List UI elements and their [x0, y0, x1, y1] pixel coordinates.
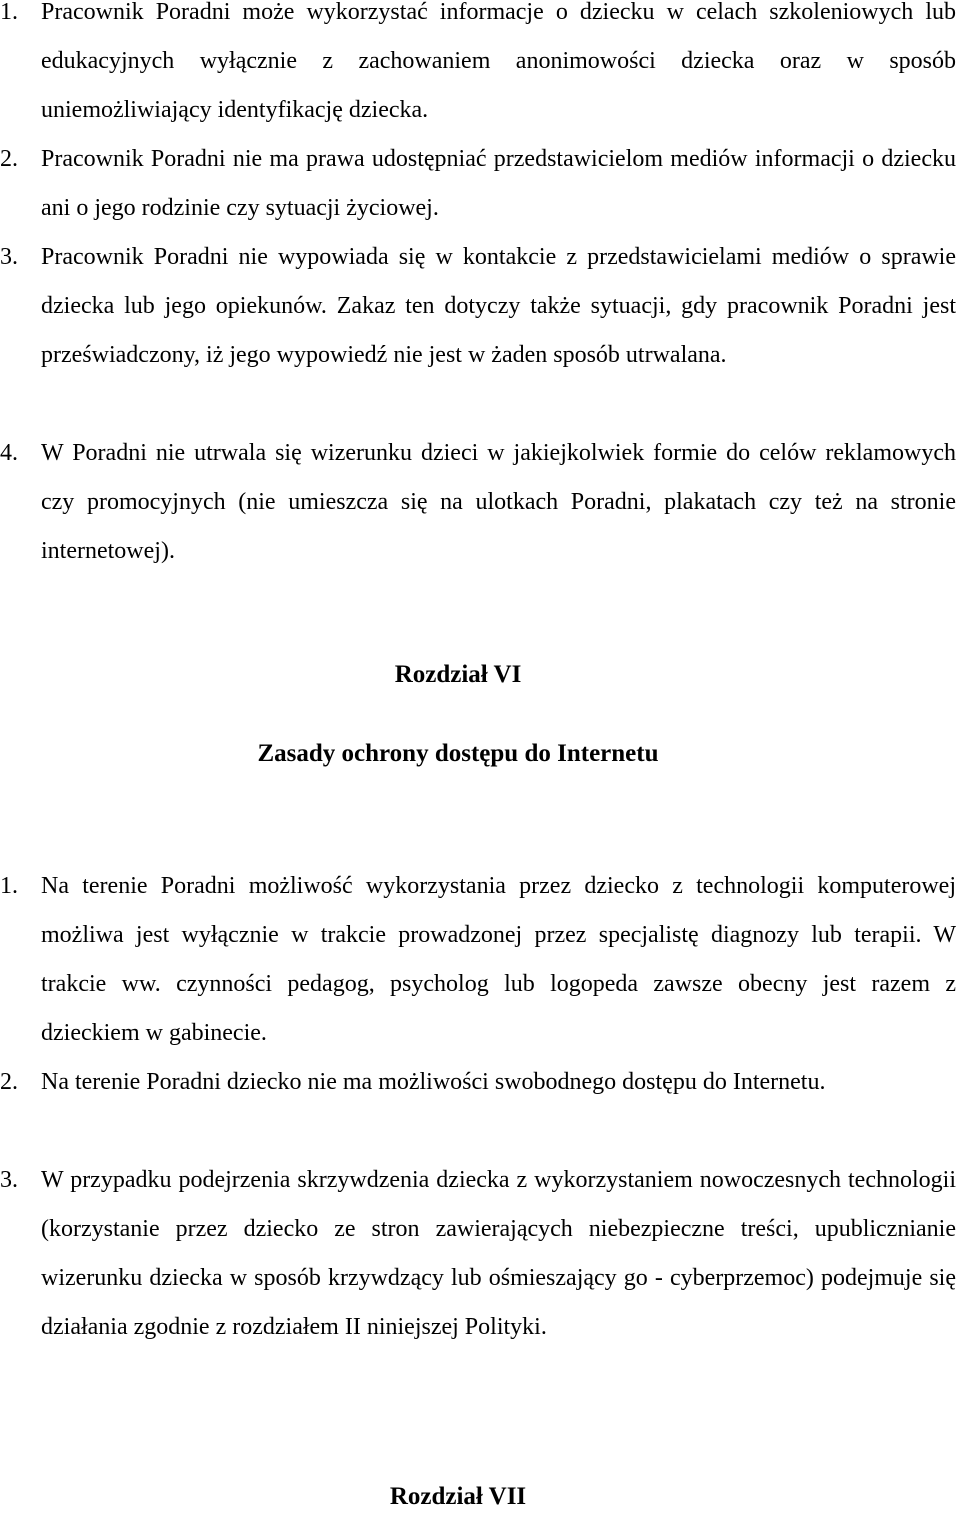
chapter-vii-title: Rozdział VII: [389, 1483, 527, 1510]
paragraph-item-3: [0, 233, 956, 380]
chapter-vi-title: Rozdział VI: [394, 661, 522, 688]
item-number: 2.: [0, 1069, 18, 1095]
paragraph-item-1: [0, 0, 956, 135]
item-text: Na terenie Poradni dziecko nie ma możliwości swobodnego dostępu do Internetu.: [41, 1069, 826, 1095]
chapter-vi-subtitle: Zasady ochrony dostępu do Internetu: [257, 740, 659, 767]
item-number: 3.: [0, 244, 18, 270]
item-text: Pracownik Poradni może wykorzystać informacje o dziecku w celach szkoleniowych lub edukacyjnych wyłącznie z zachowaniem anonimowości dziecka oraz w sposób uniemożliwiający identyfikację dziecka.: [41, 0, 956, 123]
item-text: Na terenie Poradni możliwość wykorzystania przez dziecko z technologii komputerowej możliwa jest wyłącznie w trakcie prowadzonej przez specjalistę diagnozy lub terapii. W trakcie ww. czynności pedagog, psycholog lub logopeda zawsze obecny jest razem z dzieckiem w gabinecie.: [41, 873, 956, 1046]
item-number: 2.: [0, 146, 18, 172]
item-number: 3.: [0, 1167, 18, 1193]
item-text: W przypadku podejrzenia skrzywdzenia dziecka z wykorzystaniem nowoczesnych technologii (korzystanie przez dziecko ze stron zawierających niebezpieczne treści, upublicznianie wizerunku dziecka w sposób krzywdzący lub ośmieszający go - cyberprzemoc) podejmuje się działania zgodnie z rozdziałem II niniejszej Polityki.: [41, 1167, 956, 1340]
item-text: W Poradni nie utrwala się wizerunku dzieci w jakiejkolwiek formie do celów reklamowych czy promocyjnych (nie umieszcza się na ulotkach Poradni, plakatach czy też na stronie internetowej).: [41, 440, 956, 564]
paragraph-item-2: [0, 135, 956, 233]
paragraph-item-4: [0, 429, 956, 576]
item-number: 4.: [0, 440, 18, 466]
item-number: 1.: [0, 0, 18, 25]
item-text: Pracownik Poradni nie ma prawa udostępniać przedstawicielom mediów informacji o dziecku ani o jego rodzinie czy sytuacji życiowej.: [41, 146, 956, 221]
item-number: 1.: [0, 873, 18, 899]
chapter-vi-item-3: [0, 1156, 956, 1352]
item-text: Pracownik Poradni nie wypowiada się w kontakcie z przedstawicielami mediów o sprawie dziecka lub jego opiekunów. Zakaz ten dotyczy także sytuacji, gdy pracownik Poradni jest przeświadczony, iż jego wypowiedź nie jest w żaden sposób utrwalana.: [41, 244, 956, 368]
chapter-vi-item-2: [0, 1058, 956, 1107]
chapter-vi-item-1: [0, 862, 956, 1058]
